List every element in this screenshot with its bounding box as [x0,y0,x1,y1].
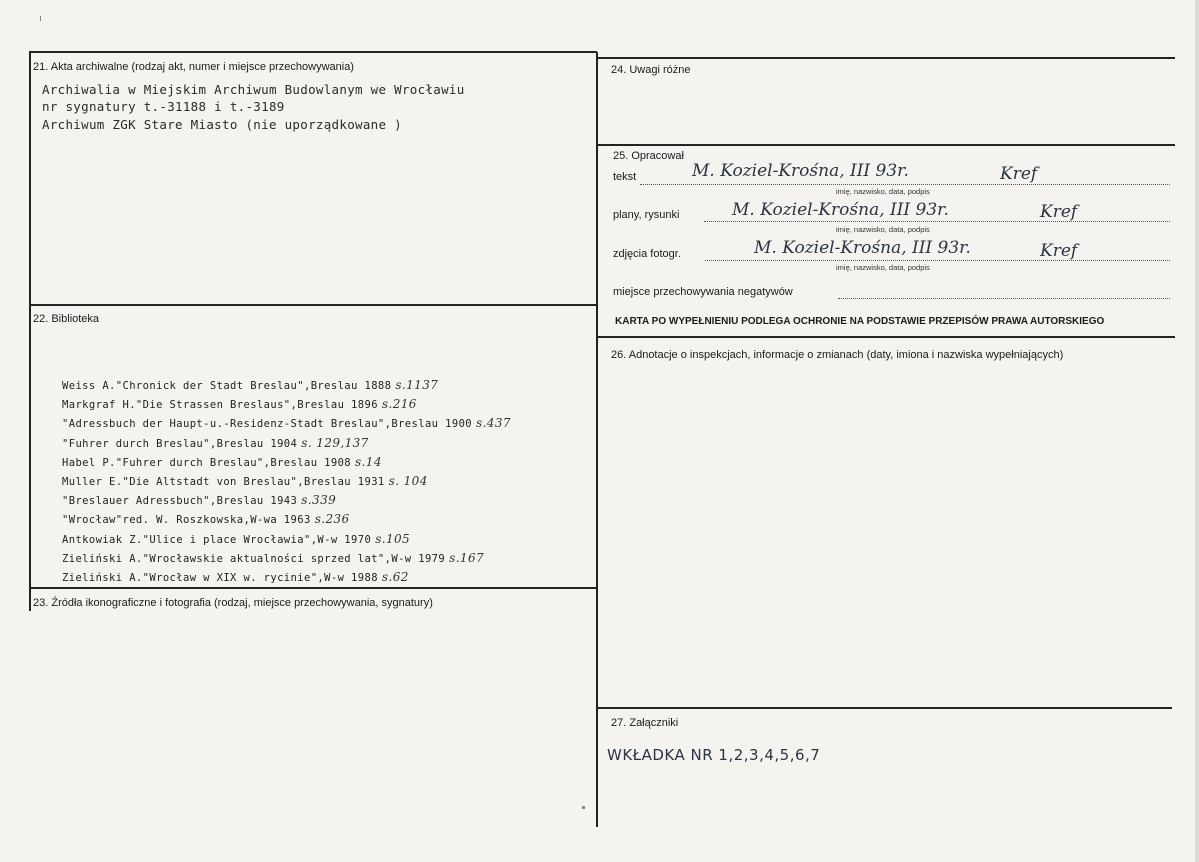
divider-25-26 [597,336,1175,338]
list-item [62,434,511,453]
section-21-line-1: Archiwalia w Miejskim Archiwum Budowlanym we Wrocławiu [42,82,465,97]
row-plany-caption: imię, nazwisko, data, podpis [836,225,930,234]
row-plany-line [704,221,1170,222]
top-rule-right [597,57,1175,59]
section-21-line-3: Archiwum ZGK Stare Miasto (nie uporządkowane ) [42,117,402,132]
row-zdjecia-signature: Kref [1040,241,1078,261]
bib-text: "Breslauer Adressbuch",Breslau 1943 [62,495,298,508]
divider-22-23 [29,587,597,589]
bib-page: s. 104 [388,473,428,488]
row-zdjecia-line [705,260,1170,261]
center-divider [596,52,598,827]
list-item [62,472,511,491]
paper-mark [582,806,585,809]
negatives-label: miejsce przechowywania negatywów [613,286,793,298]
row-tekst-label: tekst [613,171,637,183]
bib-page: s. 129,137 [301,435,369,450]
list-item [62,376,511,395]
bib-text: "Fuhrer durch Breslau",Breslau 1904 [62,437,298,450]
row-tekst-line [640,184,1170,185]
divider-24-25 [597,144,1175,146]
row-tekst-value: M. Koziel-Krośna, III 93r. [692,161,909,181]
row-zdjecia-caption: imię, nazwisko, data, podpis [836,263,930,272]
section-22-label: 22. Biblioteka [33,313,100,325]
bib-page: s.339 [301,493,337,508]
bib-page: s.167 [449,550,485,565]
section-27-label: 27. Załączniki [611,717,679,729]
copyright-notice: KARTA PO WYPEŁNIENIU PODLEGA OCHRONIE NA PODSTAWIE PRZEPISÓW PRAWA AUTORSKIEGO [615,316,1105,327]
section-26-label: 26. Adnotacje o inspekcjach, informacje o zmianach (daty, imiona i nazwiska wypełniających) [611,349,1064,361]
bib-text: Habel P."Fuhrer durch Breslau",Breslau 1908 [62,456,352,469]
section-21-label: 21. Akta archiwalne (rodzaj akt, numer i miejsce przechowywania) [33,61,354,73]
row-zdjecia-value: M. Koziel-Krośna, III 93r. [754,238,971,258]
bib-page: s.62 [381,569,409,584]
list-item [62,568,511,587]
list-item [62,491,511,510]
row-plany-label: plany, rysunki [613,209,680,221]
row-tekst-signature: Kref [1000,164,1038,184]
left-border [29,51,31,611]
list-item [62,453,511,472]
bib-text: Weiss A."Chronick der Stadt Breslau",Breslau 1888 [62,380,392,392]
bib-page: s.437 [476,416,511,431]
section-21-line-2: nr sygnatury t.-31188 i t.-3189 [42,99,285,114]
bib-text: "Wrocław"red. W. Roszkowska,W-wa 1963 [62,514,311,527]
bib-text: Markgraf H."Die Strassen Breslaus",Breslau 1896 [62,399,378,412]
bib-page: s.105 [375,531,411,546]
top-rule-left [29,51,597,53]
bib-text: Zieliński A."Wrocław w XIX w. rycinie",W-w 1988 [62,571,378,584]
bib-page: s.14 [355,454,382,469]
row-tekst-caption: imię, nazwisko, data, podpis [836,187,930,196]
divider-26-27 [597,707,1172,709]
list-item [62,395,511,414]
row-plany-value: M. Koziel-Krośna, III 93r. [732,200,949,220]
section-24-label: 24. Uwagi różne [611,64,691,76]
bibliography-list [62,376,511,587]
bib-page: s.236 [314,512,350,527]
list-item [62,510,511,529]
bib-text: Antkowiak Z."Ulice i place Wrocławia",W-w 1970 [62,533,372,546]
bib-text: "Adressbuch der Haupt-u.-Residenz-Stadt Breslau",Breslau 1900 [62,418,473,431]
bib-text: Muller E."Die Altstadt von Breslau",Breslau 1931 [62,475,385,488]
bib-page: s.216 [381,397,417,412]
section-23-label: 23. Źródła ikonograficzne i fotografia (rodzaj, miejsce przechowywania, sygnatury) [33,597,433,609]
negatives-line [838,298,1170,299]
bib-page: s.1137 [395,378,439,392]
row-plany-signature: Kref [1040,202,1078,222]
section-25-label: 25. Opracował [613,150,684,162]
bib-text: Zieliński A."Wrocławskie aktualności sprzed lat",W-w 1979 [62,552,446,565]
divider-21-22 [29,304,597,306]
list-item [62,549,511,568]
card-edge [1195,0,1199,862]
paper-mark [40,16,41,21]
list-item [62,530,511,549]
list-item [62,414,511,433]
row-zdjecia-label: zdjęcia fotogr. [613,248,681,260]
section-27-value: WKŁADKA NR 1,2,3,4,5,6,7 [607,746,821,764]
